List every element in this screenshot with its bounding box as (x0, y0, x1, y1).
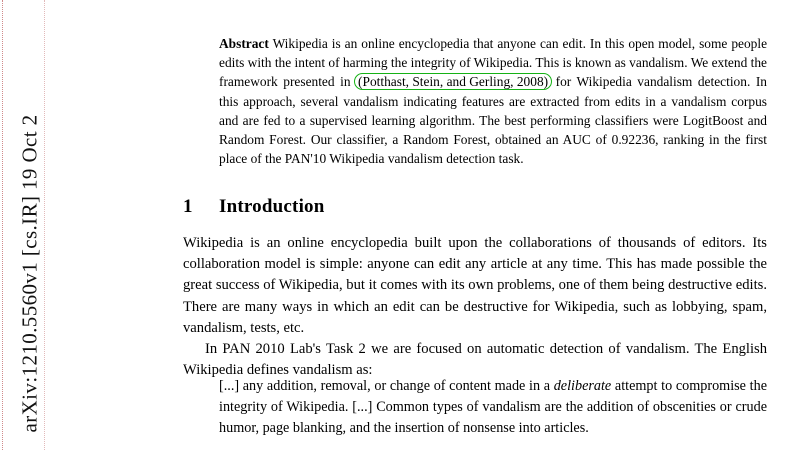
arxiv-margin-stamp (0, 0, 46, 450)
quote-part2: attempt to compromise the integrity of Wikipedia. [...] Common types of vandalism are the addition of obscenities or crude humor, page blanking, and the insertion of nonsense into articles. (219, 378, 767, 436)
introduction-body (183, 233, 767, 381)
arxiv-identifier-text: arXiv:1210.5560v1 [cs.IR] 19 Oct 2 (17, 114, 42, 433)
paragraph-2: In PAN 2010 Lab's Task 2 we are focused on automatic detection of vandalism. The English Wikipedia defines vandalism as: (183, 341, 767, 379)
section-number: 1 (183, 196, 193, 217)
citation-highlight[interactable]: (Potthast, Stein, and Gerling, 2008) (354, 73, 552, 90)
section-heading (183, 196, 325, 218)
abstract-block (219, 34, 767, 168)
section-title: Introduction (219, 196, 325, 217)
abstract-label: Abstract (219, 36, 269, 51)
blockquote-definition (219, 376, 767, 439)
abstract-text-part1: Wikipedia is an online encyclopedia that anyone can edit. In this open model, some people edits with the intent of harming the integrity of Wikipedia. This is known as vandalism. We extend the framework presented in (219, 36, 768, 90)
paragraph-1: Wikipedia is an online encyclopedia built upon the collaborations of thousands of editors. Its collaboration model is simple: anyone can edit any article at any time. This has made possible the great success of Wikipedia, but it comes with its own problems, one of them being destructive edits. There are many ways in which an edit can be destructive for Wikipedia, such as lobbying, spam, vandalism, tests, etc. (183, 235, 767, 336)
margin-rule-left (2, 0, 4, 450)
margin-rule-right (44, 0, 46, 450)
paper-page (183, 0, 771, 450)
quote-part1: [...] any addition, removal, or change of content made in a (219, 378, 554, 394)
abstract-text-part2: for Wikipedia vandalism detection. In this approach, several vandalism indicating features are extracted from edits in a vandalism corpus and are fed to a supervised learning algorithm. The best performing classifiers were LogitBoost and Random Forest. Our classifier, a Random Forest, obtained an AUC of 0.92236, ranking in the first place of the PAN'10 Wikipedia vandalism detection task. (219, 74, 767, 167)
quote-emphasis: deliberate (553, 378, 612, 394)
